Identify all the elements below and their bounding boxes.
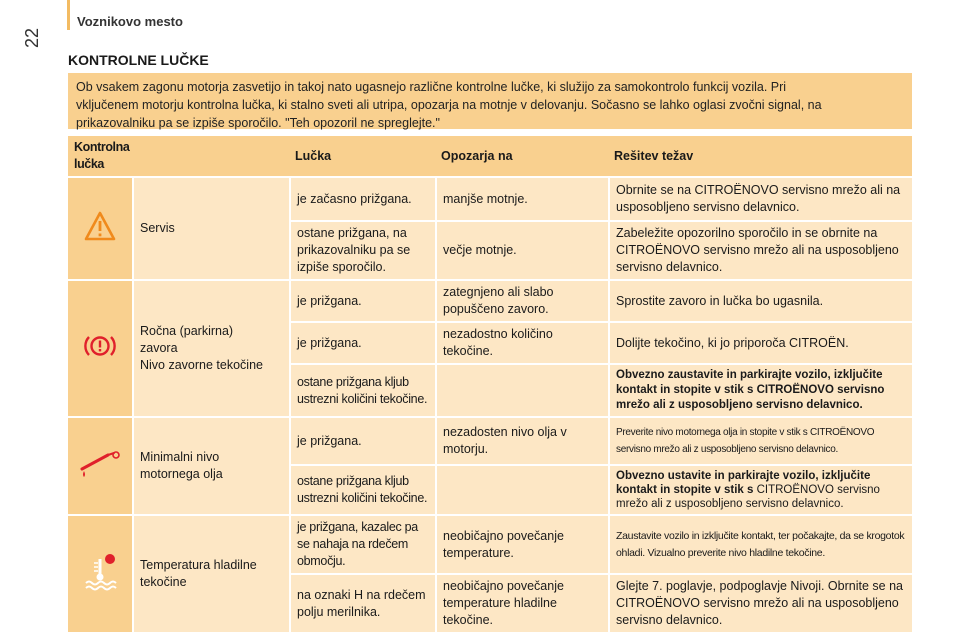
light-name-line: Temperatura hladilne — [140, 558, 257, 572]
lucka-cell: je prižgana. — [289, 418, 435, 466]
resitev-cell: Preverite nivo motornega olja in stopite v stik s CITROËNOVO servisno mrežo ali z usposobljeno servisno delavnico. — [608, 418, 912, 466]
resitev-text: CITROËNOVO servisno mrežo ali z usposobljeno servisno delavnico. — [616, 484, 880, 510]
lucka-cell: ostane prižgana kljub ustrezni količini tekočine. — [289, 466, 435, 516]
section-title: KONTROLNE LUČKE — [68, 52, 209, 68]
light-name-line: motornega olja — [140, 467, 223, 481]
header-lucka: Lučka — [289, 136, 435, 178]
lucka-cell: je prižgana, kazalec pa se nahaja na rdečem območju. — [289, 516, 435, 575]
header-opozarja-na: Opozarja na — [435, 136, 608, 178]
table-row — [68, 178, 912, 222]
warning-triangle-icon — [84, 211, 116, 241]
resitev-cell: Obrnite se na CITROËNOVO servisno mrežo ali na usposobljeno servisno delavnico. — [608, 178, 912, 222]
light-name-line: tekočine — [140, 575, 187, 589]
resitev-cell: Obvezno zaustavite in parkirajte vozilo, izključite kontakt in stopite v stik s CITROËNOVO servisno mrežo ali z usposobljeno servisno delavnico. — [608, 365, 912, 418]
header-title: Voznikovo mesto — [77, 14, 183, 29]
opozarja-cell: neobičajno povečanje temperature. — [435, 516, 608, 575]
intro-text-line: prikazovalniku pa se izpiše sporočilo. "Teh opozoril ne spreglejte." — [76, 116, 440, 130]
brake-warning-icon — [83, 333, 117, 359]
resitev-cell: Dolijte tekočino, ki jo priporoča CITROËN. — [608, 323, 912, 365]
lucka-cell: ostane prižgana kljub ustrezni količini tekočine. — [289, 365, 435, 418]
opozarja-cell: večje motnje. — [435, 222, 608, 281]
lucka-cell: je prižgana. — [289, 281, 435, 323]
intro-text-line: vključenem motorju kontrolna lučka, ki stalno sveti ali utripa, opozarja na motnje v delovanju. Sočasno se lahko oglasi zvočni signal, na — [76, 98, 822, 112]
icon-cell — [68, 516, 134, 634]
opozarja-cell: nezadosten nivo olja v motorju. — [435, 418, 608, 466]
page-number: 22 — [22, 27, 42, 48]
icon-cell — [68, 418, 134, 516]
opozarja-cell: nezadostno količino tekočine. — [435, 323, 608, 365]
light-name-line: zavora — [140, 341, 178, 355]
table-row — [68, 516, 912, 575]
light-name — [134, 516, 289, 634]
lucka-cell: je začasno prižgana. — [289, 178, 435, 222]
lucka-cell: je prižgana. — [289, 323, 435, 365]
opozarja-cell: manjše motnje. — [435, 178, 608, 222]
header-empty — [134, 136, 289, 178]
resitev-cell: Glejte 7. poglavje, podpoglavje Nivoji. Obrnite se na CITROËNOVO servisno mrežo ali na usposobljeno servisno delavnico. — [608, 575, 912, 634]
resitev-cell: Zaustavite vozilo in izključite kontakt, ter počakajte, da se krogotok ohladi. Vizualno preverite nivo hladilne tekočine. — [608, 516, 912, 575]
light-name — [134, 281, 289, 418]
intro-text-line: Ob vsakem zagonu motorja zasvetijo in takoj nato ugasnejo različne kontrolne lučke, ki služijo za samokontrolo funkcij vozila. Pri — [76, 80, 787, 94]
header-kontrolna-lucka: Kontrolna lučka — [68, 136, 134, 178]
light-name-line: Nivo zavorne tekočine — [140, 358, 263, 372]
resitev-cell: Zabeležite opozorilno sporočilo in se obrnite na CITROËNOVO servisno mrežo ali na usposobljeno servisno delavnico. — [608, 222, 912, 281]
header-accent-bar — [67, 0, 70, 30]
icon-cell — [68, 178, 134, 281]
lucka-cell: ostane prižgana, na prikazovalniku pa se izpiše sporočilo. — [289, 222, 435, 281]
opozarja-cell: zategnjeno ali slabo popuščeno zavoro. — [435, 281, 608, 323]
opozarja-cell — [435, 365, 608, 418]
opozarja-cell — [435, 466, 608, 516]
light-name-line: Ročna (parkirna) — [140, 324, 234, 338]
resitev-bold-text: Obvezno ustavite in parkirajte vozilo, izključite kontakt in stopite v stik s — [616, 470, 871, 496]
light-name — [134, 418, 289, 516]
intro-box — [68, 73, 912, 129]
header-resitev-tezav: Rešitev težav — [608, 136, 912, 178]
warning-lights-table — [68, 136, 912, 634]
opozarja-cell: neobičajno povečanje temperature hladilne tekočine. — [435, 575, 608, 634]
light-name-line: Minimalni nivo — [140, 450, 220, 464]
oil-can-icon — [78, 449, 122, 479]
light-name: Servis — [134, 178, 289, 281]
coolant-temperature-icon — [80, 553, 120, 591]
table-header-row — [68, 136, 912, 178]
icon-cell — [68, 281, 134, 418]
lucka-cell: na oznaki H na rdečem polju merilnika. — [289, 575, 435, 634]
resitev-cell — [608, 466, 912, 516]
table-row — [68, 281, 912, 323]
resitev-cell: Sprostite zavoro in lučka bo ugasnila. — [608, 281, 912, 323]
table-row — [68, 418, 912, 466]
